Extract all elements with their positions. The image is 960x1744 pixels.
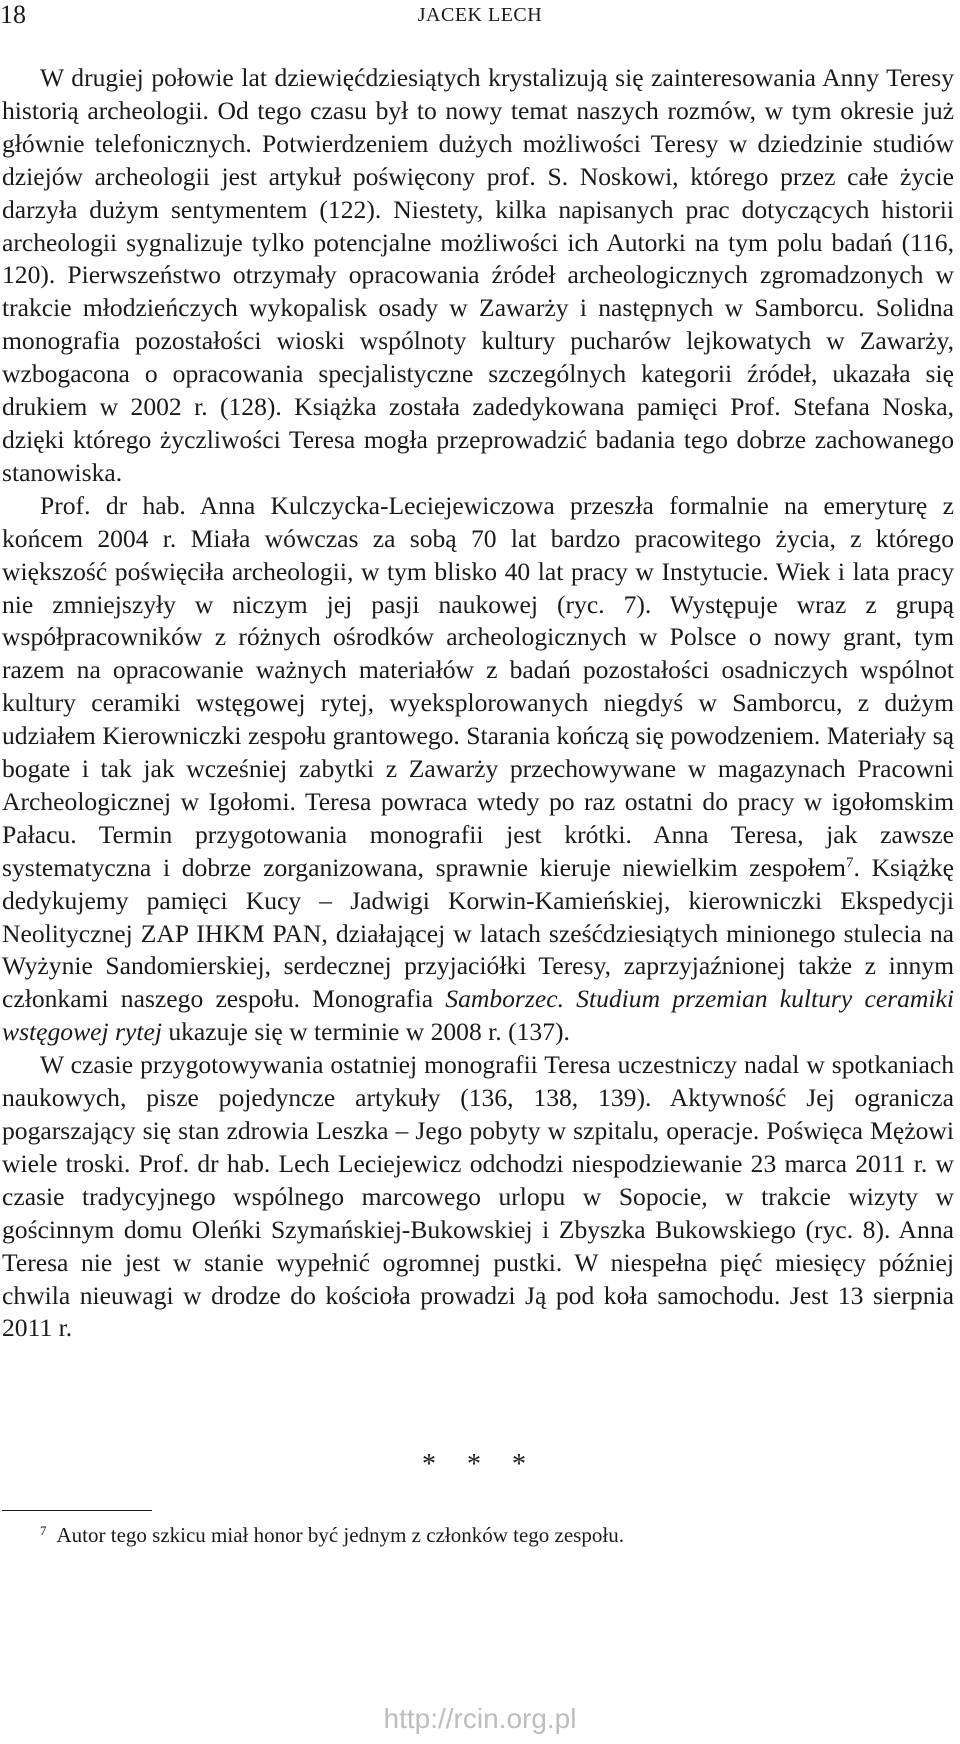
paragraph-2-part-c: ukazuje się w terminie w 2008 r. (137).	[161, 1017, 570, 1047]
footnote-rule	[2, 1510, 152, 1511]
running-head: JACEK LECH	[417, 4, 543, 26]
section-separator: * * *	[422, 1449, 538, 1480]
paragraph-2	[2, 490, 954, 1049]
main-text	[2, 62, 954, 1345]
paragraph-1: W drugiej połowie lat dziewięćdziesiątych krystalizują się zainteresowania Anny Teresy historią archeologii. Od tego czasu był to nowy temat naszych rozmów, w tym okresie już głównie telefonicznych. Potwierdzeniem dużych możliwości Teresy w dziedzinie studiów dziejów archeologii jest artykuł poświęcony prof. S. Noskowi, którego przez całe życie darzyła dużym sentymentem (122). Niestety, kilka napisanych prac dotyczących historii archeologii sygnalizuje tylko potencjalne możliwości ich Autorki na tym polu badań (116, 120). Pierwszeństwo otrzymały opracowania źródeł archeologicznych zgromadzonych w trakcie młodzieńczych wykopalisk osady w Zawarży i następnych w Samborcu. Solidna monografia pozostałości wioski wspólnoty kultury pucharów lejkowatych w Zawarży, wzbogacona o opracowania specjalistyczne szczególnych kategorii źródeł, ukazała się drukiem w 2002 r. (128). Książka została zadedykowana pamięci Prof. Stefana Noska, dzięki którego życzliwości Teresa mogła przeprowadzić badania tego dobrze zachowanego stanowiska.	[2, 63, 954, 487]
paragraph-2-part-a: Prof. dr hab. Anna Kulczycka-Leciejewiczowa przeszła formalnie na emeryturę z końcem 2004 r. Miała wówczas za sobą 70 lat bardzo pracowitego życia, z którego większość poświęciła archeologii, w tym blisko 40 lat pracy w Instytucie. Wiek i lata pracy nie zmniejszyły w niczym jej pasji naukowej (ryc. 7). Występuje wraz z grupą współpracowników z różnych ośrodków archeologicznych w Polsce o nowy grant, tym razem na opracowanie ważnych materiałów z badań pozostałości osadniczych wspólnot kultury ceramiki wstęgowej rytej, wyeksplorowanych niegdyś w Samborcu, z dużym udziałem Kierowniczki zespołu grantowego. Starania kończą się powodzeniem. Materiały są bogate i tak jak wcześniej zabytki z Zawarży przechowywane w magazynach Pracowni Archeologicznej w Igołomi. Teresa powraca wtedy po raz ostatni do pracy w igołomskim Pałacu. Termin przygotowania monografii jest krótki. Anna Teresa, jak zawsze systematyczna i dobrze zorganizowana, sprawnie kieruje niewielkim zespołem	[2, 490, 954, 882]
monograph-title: Samborzec. Studium przemian kultury ceramiki wstęgowej rytej	[2, 984, 954, 1047]
paragraph-2-part-b: . Książkę dedykujemy pamięci Kucy – Jadwigi Korwin-Kamieńskiej, kierowniczki Ekspedycji Neolitycznej ZAP IHKM PAN, działającej w latach sześćdziesiątych minionego stulecia na Wyżynie Sandomierskiej, serdecznej przyjaciółki Teresy, zaprzyjaźnionej także z innym członkami naszego zespołu. Monografia	[2, 852, 954, 1014]
page-number: 18	[0, 0, 26, 29]
paragraph-3: W czasie przygotowywania ostatniej monografii Teresa uczestniczy nadal w spotkaniach naukowych, pisze pojedyncze artykuły (136, 138, 139). Aktywność Jej ogranicza pogarszający się stan zdrowia Leszka – Jego pobyty w szpitalu, operacje. Poświęca Mężowi wiele troski. Prof. dr hab. Lech Leciejewicz odchodzi niespodziewanie 23 marca 2011 r. w czasie tradycyjnego wspólnego marcowego urlopu w Sopocie, w trakcie wizyty w gościnnym domu Oleńki Szymańskiej-Bukowskiej i Zbyszka Bukowskiego (ryc. 8). Anna Teresa nie jest w stanie wypełnić ogromnej pustki. W niespełna pięć miesięcy później chwila nieuwagi w drodze do kościoła prowadzi Ją pod koła samochodu. Jest 13 sierpnia 2011 r.	[2, 1050, 954, 1343]
footnote-text: Autor tego szkicu miał honor być jednym z członków tego zespołu.	[56, 1523, 624, 1547]
footnote	[40, 1522, 940, 1548]
footnote-number: 7	[40, 1523, 47, 1538]
footnote-reference[interactable]: 7	[845, 854, 854, 871]
watermark: http://rcin.org.pl	[383, 1703, 577, 1734]
